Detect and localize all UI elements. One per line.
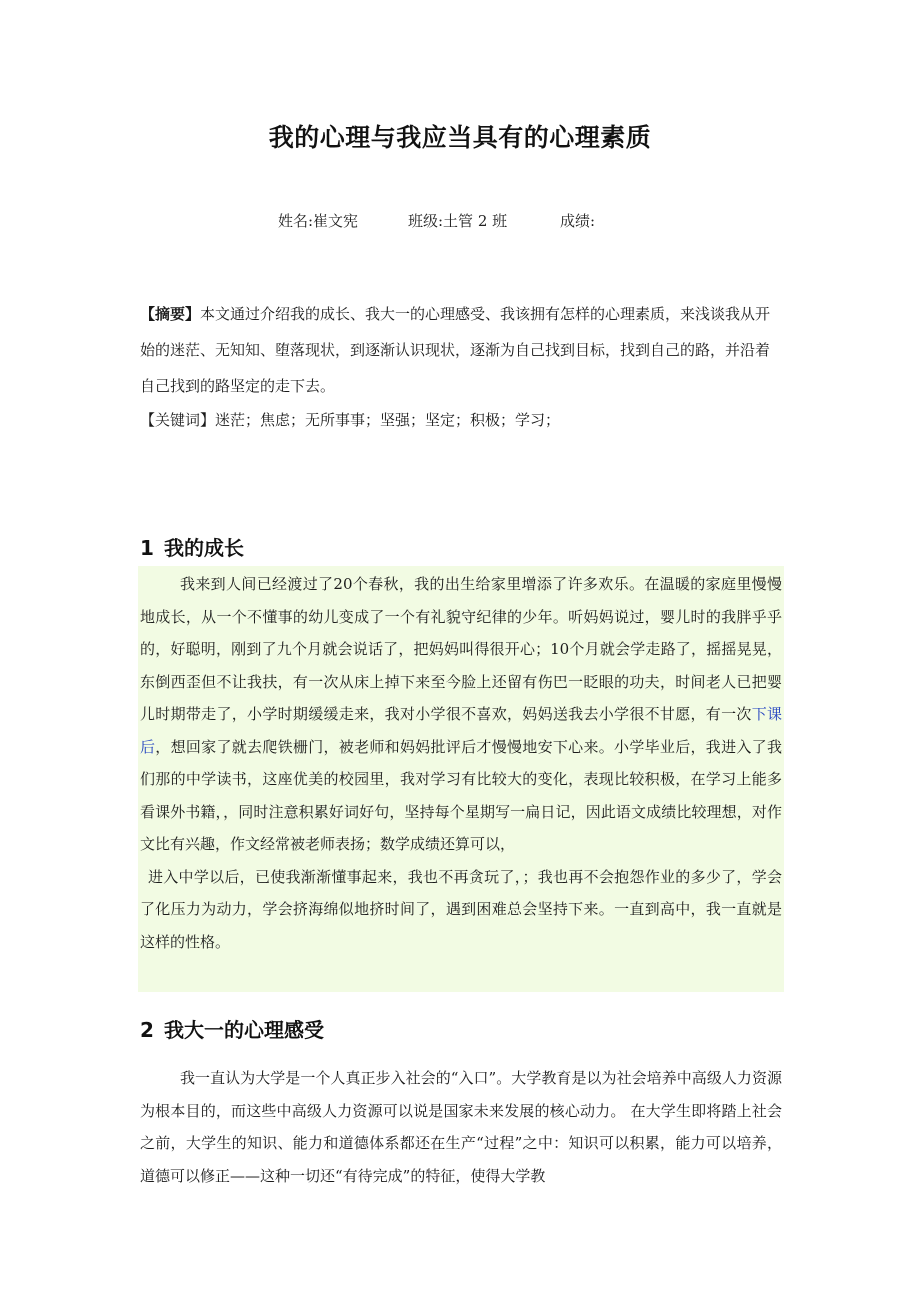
section-1-number: 1 bbox=[140, 536, 154, 560]
section-1-paragraph-2: 进入中学以后，已使我渐渐懂事起来，我也不再贪玩了，；我也再不会抱怨作业的多少了，学会了化压力为动力，学会挤海绵似地挤时间了，遇到困难总会坚持下来。一直到高中，我一直就是这样的性格。 bbox=[140, 867, 782, 951]
section-2-body bbox=[140, 1062, 782, 1192]
document-title: 我的心理与我应当具有的心理素质 bbox=[268, 123, 652, 152]
abstract bbox=[140, 296, 782, 404]
section-2-paragraph-1: 我一直认为大学是一个人真正步入社会的“入口”。大学教育是以为社会培养中高级人力资源为根本目的，而这些中高级人力资源可以说是国家未来发展的核心动力。 在大学生即将踏上社会之前，大学生的知识、能力和道德体系都还在生产“过程”之中：知识可以积累，能力可以培养，道德可以修正——这种一切还“有待完成”的特征，使得大学教 bbox=[140, 1069, 782, 1185]
keywords-text: 迷茫；焦虑；无所事事；坚强；坚定；积极；学习； bbox=[215, 411, 561, 429]
author-grade: 成绩: bbox=[560, 212, 596, 230]
author-class: 班级:土管 2 班 bbox=[408, 212, 508, 230]
paragraph-text: 我来到人间已经渡过了20个春秋，我的出生给家里增添了许多欢乐。在温暖的家庭里慢慢地成长，从一个不懂事的幼儿变成了一个有礼貌守纪律的少年。听妈妈说过，婴儿时的我胖乎乎的，好聪明，刚到了九个月就会说话了，把妈妈叫得很开心；10个月就会学走路了，摇摇晃晃，东倒西歪但不让我扶，有一次从床上掉下来至今脸上还留有伤巴一眨眼的功夫，时间老人已把婴儿时期带走了，小学时期缓缓走来，我对小学很不喜欢，妈妈送我去小学很不甘愿，有一次 bbox=[140, 575, 782, 723]
section-2-number: 2 bbox=[140, 1018, 154, 1042]
keywords-label: 【关键词】 bbox=[140, 411, 216, 429]
section-1-title: 我的成长 bbox=[164, 536, 244, 560]
author-info bbox=[278, 210, 595, 231]
abstract-label: 【摘要】 bbox=[140, 305, 201, 323]
abstract-text: 本文通过介绍我的成长、我大一的心理感受、我该拥有怎样的心理素质，来浅谈我从开始的迷茫、无知知、堕落现状，到逐渐认识现状，逐渐为自己找到目标，找到自己的路，并沿着自己找到的路坚定的走下去。 bbox=[140, 305, 771, 395]
keywords bbox=[140, 405, 782, 435]
section-1-paragraph-1 bbox=[140, 568, 782, 861]
section-1-body bbox=[140, 568, 782, 958]
author-name: 姓名:崔文宪 bbox=[278, 212, 359, 230]
inline-link[interactable]: 下课后 bbox=[140, 705, 782, 756]
section-1-heading bbox=[140, 532, 244, 561]
section-2-heading bbox=[140, 1014, 324, 1043]
paragraph-text: ，想回家了就去爬铁栅门，被老师和妈妈批评后才慢慢地安下心来。小学毕业后，我进入了我们那的中学读书，这座优美的校园里，我对学习有比较大的变化，表现比较积极，在学习上能多看课外书籍，，同时注意积累好词好句，坚持每个星期写一扁日记，因此语文成绩比较理想，对作文比有兴趣，作文经常被老师表扬；数学成绩还算可以， bbox=[140, 737, 782, 853]
section-2-title: 我大一的心理感受 bbox=[164, 1018, 324, 1042]
